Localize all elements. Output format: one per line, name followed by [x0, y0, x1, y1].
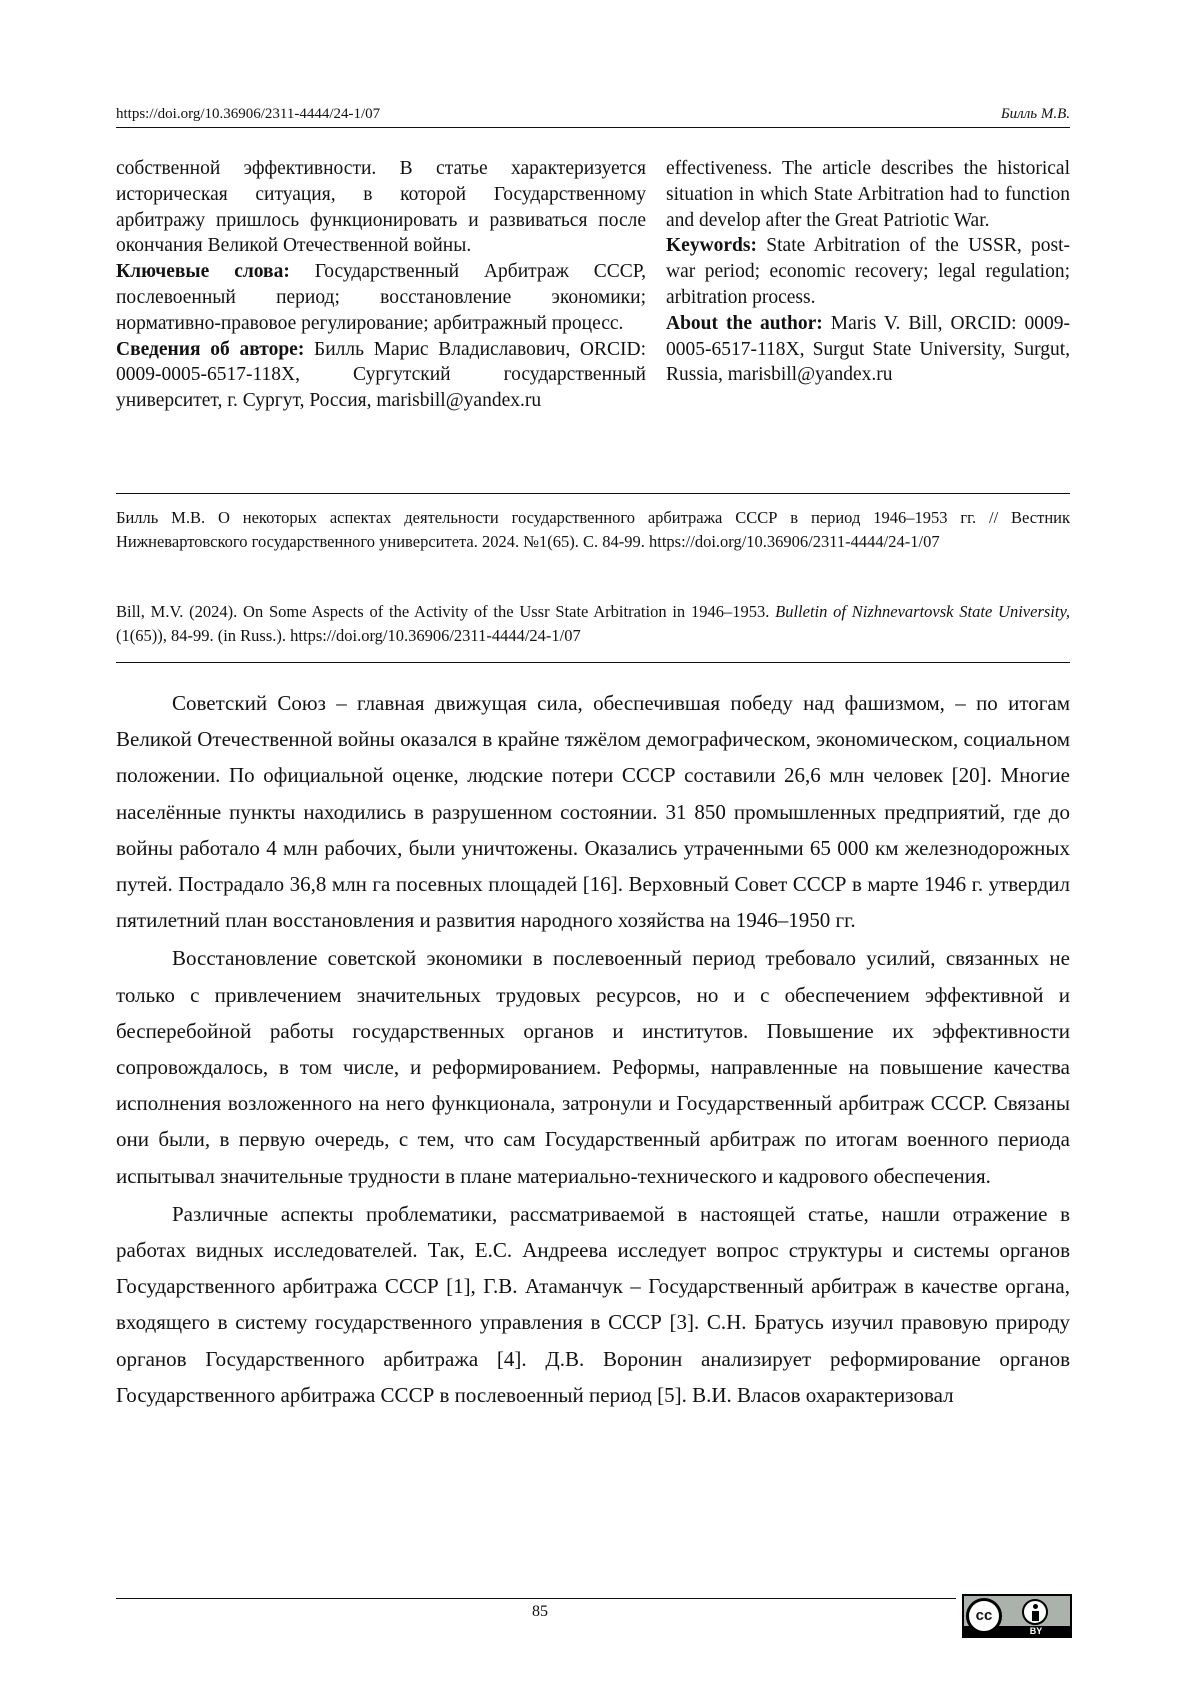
body-paragraph: Советский Союз – главная движущая сила, обеспечившая победу над фашизмом, – по итогам Великой Отечественной войны оказался в крайне тяжёлом демографическом, экономическом, социальном положении. По официальной оценке, людские потери СССР составили 26,6 млн человек [20]. Многие населённые пункты находились в разрушенном состоянии. 31 850 промышленных предприятий, где до войны работало 4 млн рабочих, были уничтожены. Оказались утраченными 65 000 км железнодорожных путей. Пострадало 36,8 млн га посевных площадей [16]. Верховный Совет СССР в марте 1946 г. утвердил пятилетний план восстановления и развития народного хозяйства на 1946–1950 гг.: [116, 685, 1070, 938]
abstract-ru: [116, 156, 646, 414]
citation-top-rule: [116, 493, 1070, 494]
keywords-en-label: Keywords:: [666, 235, 757, 256]
citation-en-tail: (1(65)), 84-99. (in Russ.). https://doi.org/10.36906/2311-4444/24-1/07: [116, 626, 581, 645]
citation-ru-text: Билль М.В. О некоторых аспектах деятельности государственного арбитража СССР в период 1946–1953 гг. // Вестник Нижневартовского государственного университета. 2024. №1(65). С. 84-99. https://doi.org/10.36906/2311-4444/24-1/07: [116, 506, 1070, 554]
citation-en: [116, 600, 1070, 648]
cc-icon: cc: [966, 1598, 1002, 1634]
footer-rule: [116, 1598, 956, 1599]
author-ru: [116, 337, 646, 414]
citation-en-journal: Bulletin of Nizhnevartovsk State University,: [775, 602, 1070, 621]
keywords-ru: [116, 259, 646, 336]
author-en: [666, 311, 1070, 388]
header-doi[interactable]: https://doi.org/10.36906/2311-4444/24-1/07: [116, 106, 380, 123]
abstract-en-text: effectiveness. The article describes the historical situation in which State Arbitration had to function and develop after the Great Patriotic War.: [666, 156, 1070, 233]
keywords-en: [666, 233, 1070, 310]
citation-bottom-rule: [116, 662, 1070, 663]
abstract-ru-text: собственной эффективности. В статье характеризуется историческая ситуация, в которой Государственному арбитражу пришлось функционировать и развиваться после окончания Великой Отечественной войны.: [116, 156, 646, 259]
by-label: BY: [1024, 1626, 1048, 1636]
citation-ru: [116, 506, 1070, 554]
body-paragraph: Восстановление советской экономики в послевоенный период требовало усилий, связанных не только с привлечением значительных трудовых ресурсов, но и с обеспечением эффективной и бесперебойной работы государственных органов и институтов. Повышение их эффективности сопровождалось, в том числе, и реформированием. Реформы, направленные на повышение качества исполнения возложенного на него функционала, затронули и Государственный арбитраж СССР. Связаны они были, в первую очередь, с тем, что сам Государственный арбитраж по итогам военного периода испытывал значительные трудности в плане материально-технического и кадрового обеспечения.: [116, 940, 1070, 1193]
cc-by-license-icon[interactable]: [962, 1594, 1072, 1638]
citation-en-lead: Bill, M.V. (2024). On Some Aspects of the Activity of the Ussr State Arbitration in 1946–1953.: [116, 602, 769, 621]
author-en-label: About the author:: [666, 313, 823, 334]
running-header: [116, 102, 1070, 126]
citation-en-text: [116, 600, 1070, 648]
attribution-head: [1033, 1604, 1038, 1609]
header-rule: [116, 127, 1070, 128]
page-number: 85: [520, 1603, 560, 1621]
keywords-ru-label: Ключевые слова:: [116, 261, 290, 282]
keywords-ru-value: Государственный Арбитраж СССР, послевоенный период; восстановление экономики; нормативно-правовое регулирование; арбитражный процесс.: [116, 261, 646, 334]
author-ru-value: Билль Марис Владиславович, ORCID: 0009-0005-6517-118X, Сургутский государственный университет, г. Сургут, Россия, marisbill@yandex.ru: [116, 339, 646, 412]
author-ru-label: Сведения об авторе:: [116, 339, 304, 360]
main-body: [116, 685, 1070, 1415]
body-paragraph: Различные аспекты проблематики, рассматриваемой в настоящей статье, нашли отражение в работах видных исследователей. Так, Е.С. Андреева исследует вопрос структуры и системы органов Государственного арбитража СССР [1], Г.В. Атаманчук – Государственный арбитраж в качестве органа, входящего в систему государственного управления в СССР [3]. С.Н. Братусь изучил правовую природу органов Государственного арбитража [4]. Д.В. Воронин анализирует реформирование органов Государственного арбитража СССР в послевоенный период [5]. В.И. Власов охарактеризовал: [116, 1196, 1070, 1413]
header-author: Билль М.В.: [1001, 106, 1070, 123]
attribution-icon: [1022, 1599, 1048, 1625]
abstract-en: [666, 156, 1070, 388]
keywords-en-value: State Arbitration of the USSR, post-war period; economic recovery; legal regulation; arbitration process.: [666, 235, 1070, 308]
attribution-body: [1032, 1611, 1039, 1621]
author-en-value: Maris V. Bill, ORCID: 0009-0005-6517-118X, Surgut State University, Surgut, Russia, marisbill@yandex.ru: [666, 313, 1070, 386]
